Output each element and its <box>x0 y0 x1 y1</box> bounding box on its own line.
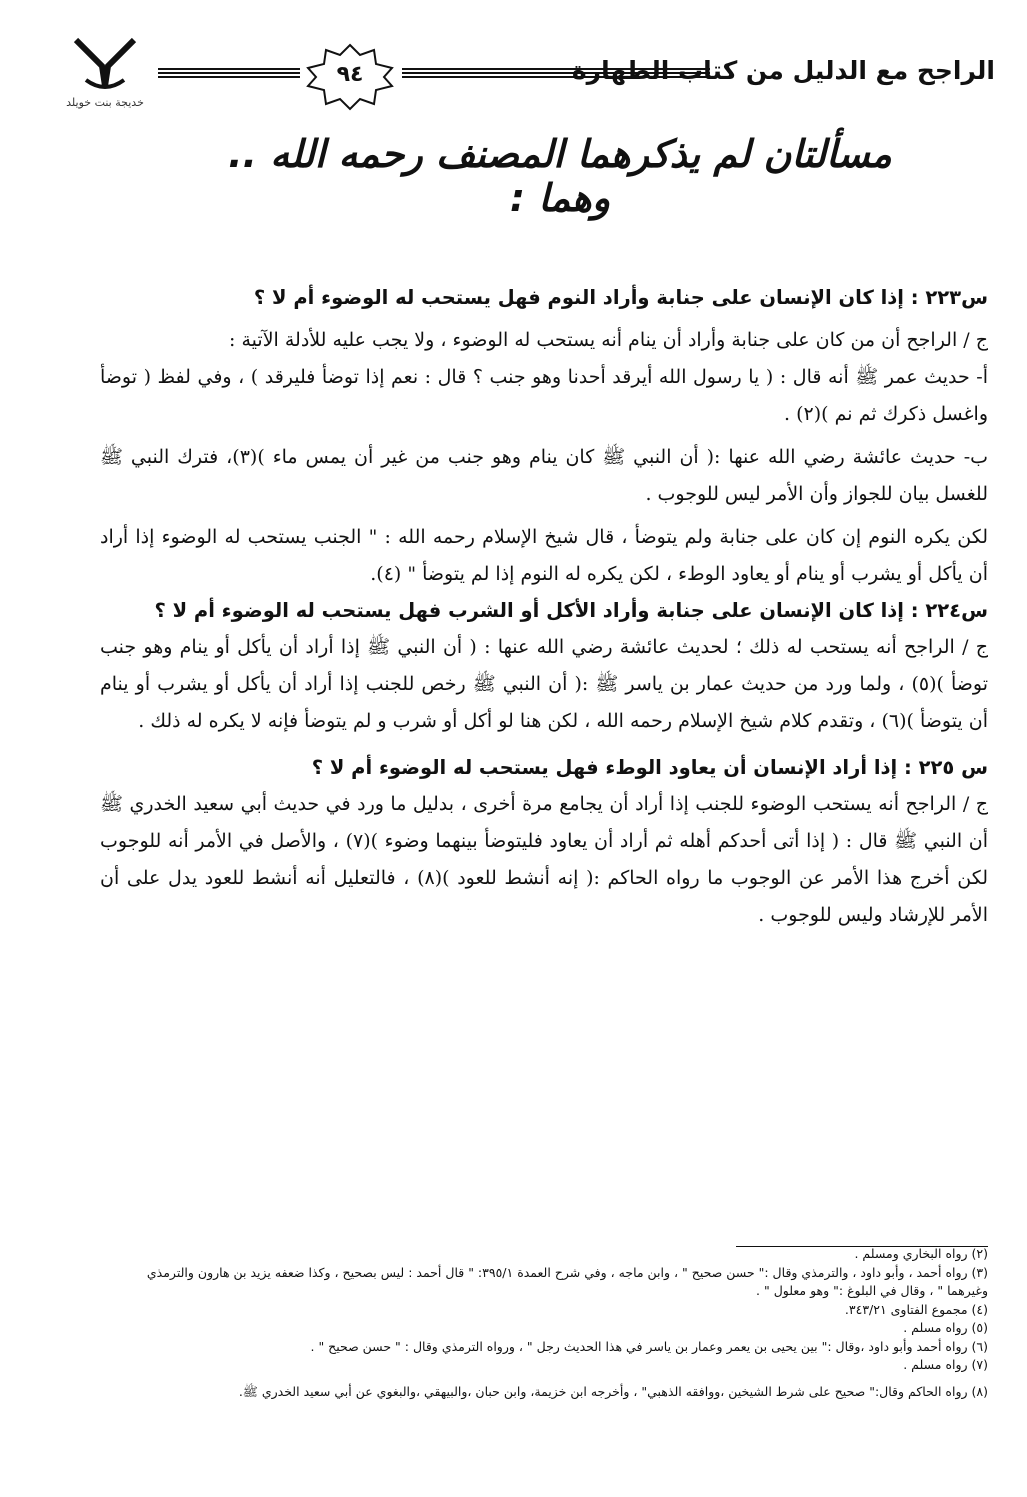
footnote: (٧) رواه مسلم . <box>903 1357 988 1372</box>
answer-paragraph: ج / الراجح أنه يستحب الوضوء للجنب إذا أراد أن يجامع مرة أخرى ، بدليل ما ورد في حديث أبي سعيد الخدري ﷺ أن النبي ﷺ قال : ( إذا أتى أحدكم أهله ثم أراد أن يعاود فليتوضأ بينهما وضوء )(٧) ، والأصل في الأمر أنه للوجوب لكن أخرج هذا الأمر عن الوجوب ما رواه الحاكم :( إنه أنشط للعود )(٨) ، فالتعليل أنه أنشط للعود يدل على أن الأمر للإرشاد وليس للوجوب . <box>100 793 988 926</box>
answer-paragraph: لكن يكره النوم إن كان على جنابة ولم يتوضأ ، قال شيخ الإسلام رحمه الله : " الجنب يستحب له الوضوء إذا أراد أن يأكل أو يشرب أو ينام أو يعاود الوطء ، لكن يكره له النوم إذا لم يتوضأ " (٤). <box>100 526 988 585</box>
footnote: (٣) رواه أحمد ، وأبو داود ، والترمذي وقال :" حسن صحيح " ، وابن ماجه ، وفي شرح العمدة ٣٩٥/١: " قال أحمد : ليس بصحيح ، وكذا ضعفه يزيد بن هارون والترمذي وغيرهما " ، وقال في البلوغ :" وهو معلول " . <box>146 1264 988 1298</box>
section-title: مسألتان لم يذكرهما المصنف رحمه الله .. وهما : <box>228 132 892 220</box>
answer-paragraph: ج / الراجح أنه يستحب له ذلك ؛ لحديث عائشة رضي الله عنها : ( أن النبي ﷺ إذا أراد أن يأكل أو ينام وهو جنب توضأ )(٥) ، ولما ورد من حديث عمار بن ياسر ﷺ :( أن النبي ﷺ رخص للجنب إذا أراد أن يأكل أو يشرب أو ينام أن يتوضأ )(٦) ، وتقدم كلام شيخ الإسلام رحمه الله ، لكن هنا لو أكل أو شرب و لم يتوضأ فإنه لا يكره له ذلك . <box>100 636 989 732</box>
footnote: (٦) رواه أحمد وأبو داود ،وقال :" بين يحيى بن يعمر وعمار بن ياسر في هذا الحديث رجل " ، ورواه الترمذي وقال : " حسن صحيح " . <box>310 1338 988 1354</box>
main-content <box>100 280 988 934</box>
question-heading: س ٢٢٥ : إذا أراد الإنسان أن يعاود الوطء فهل يستحب له الوضوء أم لا ؟ <box>311 756 988 779</box>
page-number-badge <box>302 42 398 112</box>
question-heading: س٢٢٣ : إذا كان الإنسان على جنابة وأراد النوم فهل يستحب له الوضوء أم لا ؟ <box>253 286 988 309</box>
footnotes <box>138 1245 988 1401</box>
page-header <box>40 30 995 110</box>
footnote: (٤) مجموع الفتاوى ٣٤٣/٢١. <box>844 1301 988 1317</box>
logo-text: خديجة بنت خويلد <box>66 96 144 109</box>
page-number: ٩٤ <box>336 62 364 87</box>
header-rule-left <box>158 68 300 80</box>
question-heading: س٢٢٤ : إذا كان الإنسان على جنابة وأراد الأكل أو الشرب فهل يستحب له الوضوء أم لا ؟ <box>154 599 988 622</box>
footnote: (٨) رواه الحاكم وقال:" صحيح على شرط الشيخين ،ووافقه الذهبي" ، وأخرجه ابن خزيمة، وابن حبان ،والبيهقي ،والبغوي عن أبي سعيد الخدري ﷺ. <box>238 1383 988 1399</box>
logo-emblem-icon <box>72 36 138 94</box>
publisher-logo <box>50 36 160 116</box>
answer-paragraph: ج / الراجح أن من كان على جنابة وأراد أن ينام أنه يستحب له الوضوء ، ولا يجب عليه للأدلة الآتية : <box>229 329 988 351</box>
book-title: الراجح مع الدليل من كتاب الطهارة <box>571 56 995 85</box>
answer-paragraph: ب- حديث عائشة رضي الله عنها :( أن النبي ﷺ كان ينام وهو جنب من غير أن يمس ماء )(٣)، فترك النبي ﷺ للغسل بيان للجواز وأن الأمر ليس للوجوب . <box>100 446 989 505</box>
footnote: (٥) رواه مسلم . <box>903 1320 988 1335</box>
answer-paragraph: أ- حديث عمر ﷺ أنه قال : ( يا رسول الله أيرقد أحدنا وهو جنب ؟ قال : نعم إذا توضأ فليرقد ) ، وفي لفظ ( توضأ واغسل ذكرك ثم نم )(٢) . <box>100 366 988 425</box>
footnote: (٢) رواه البخاري ومسلم . <box>854 1246 988 1261</box>
